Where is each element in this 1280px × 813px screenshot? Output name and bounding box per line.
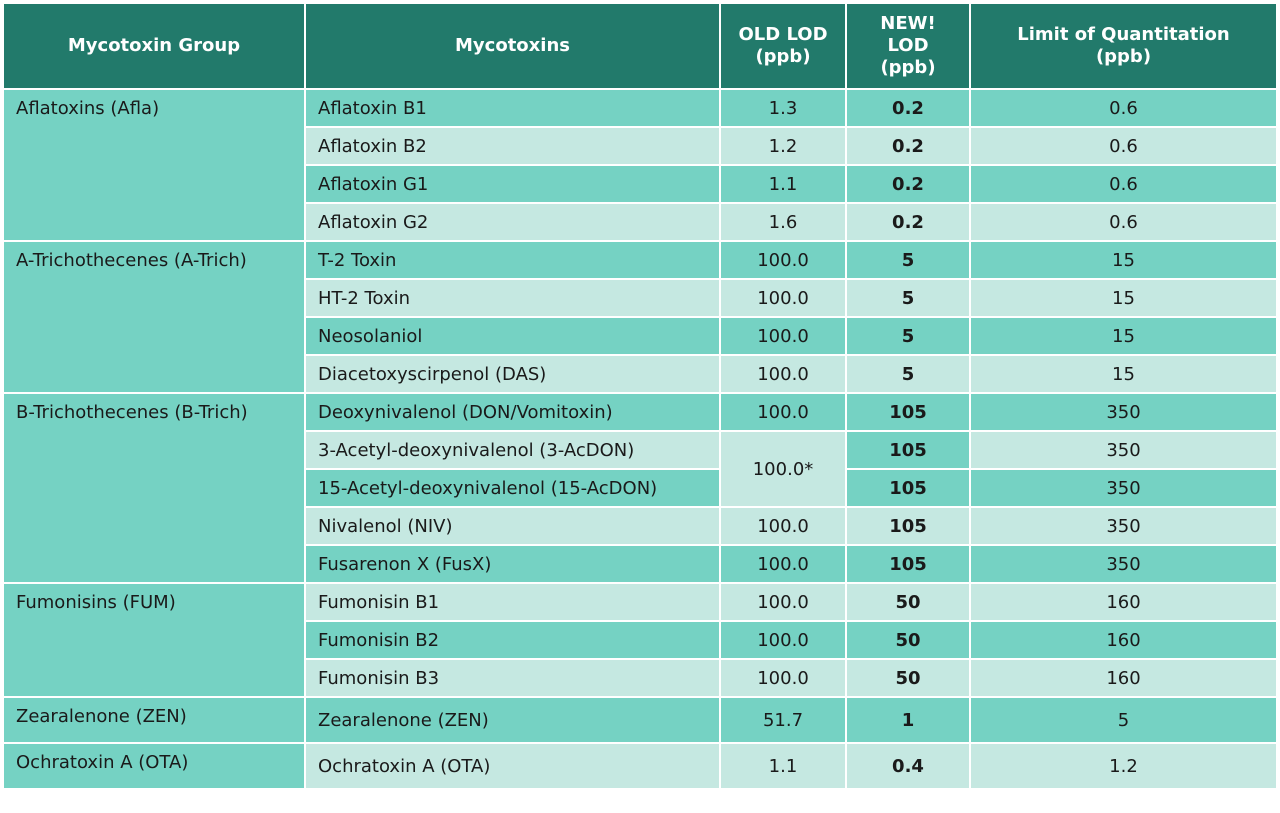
loq-value: 1.2 (970, 743, 1277, 789)
table-row (3, 743, 1277, 789)
old-lod-value: 1.1 (720, 743, 846, 789)
group-cell-a-trichothecenes: A-Trichothecenes (A-Trich) (3, 241, 305, 393)
old-lod-value: 1.1 (720, 165, 846, 203)
new-lod-value: 105 (846, 469, 970, 507)
mycotoxin-name: Deoxynivalenol (DON/Vomitoxin) (305, 393, 720, 431)
mycotoxin-name: Aflatoxin B2 (305, 127, 720, 165)
new-lod-value: 5 (846, 241, 970, 279)
old-lod-value: 100.0 (720, 393, 846, 431)
mycotoxin-name: Nivalenol (NIV) (305, 507, 720, 545)
mycotoxin-name: 15-Acetyl-deoxynivalenol (15-AcDON) (305, 469, 720, 507)
header-new-lod-line: LOD (887, 35, 929, 56)
mycotoxin-lod-table (2, 2, 1278, 790)
new-lod-value: 0.2 (846, 89, 970, 127)
header-loq-unit: (ppb) (1095, 46, 1152, 67)
loq-value: 350 (970, 545, 1277, 583)
mycotoxin-name: Neosolaniol (305, 317, 720, 355)
table-header-row (3, 3, 1277, 89)
loq-value: 350 (970, 469, 1277, 507)
header-loq-line: Limit of Quantitation (1017, 24, 1230, 45)
loq-value: 15 (970, 241, 1277, 279)
new-lod-value: 1 (846, 697, 970, 743)
old-lod-value: 100.0 (720, 621, 846, 659)
old-lod-value-merged: 100.0* (720, 431, 846, 507)
group-cell-fumonisins: Fumonisins (FUM) (3, 583, 305, 697)
mycotoxin-name: Fumonisin B2 (305, 621, 720, 659)
mycotoxin-name: Aflatoxin G1 (305, 165, 720, 203)
new-lod-value: 105 (846, 507, 970, 545)
new-lod-value: 50 (846, 583, 970, 621)
loq-value: 160 (970, 621, 1277, 659)
mycotoxin-name: Zearalenone (ZEN) (305, 697, 720, 743)
header-new-lod-badge: NEW! (880, 13, 936, 34)
loq-value: 0.6 (970, 203, 1277, 241)
mycotoxin-name: Fumonisin B1 (305, 583, 720, 621)
old-lod-value: 1.3 (720, 89, 846, 127)
header-new-lod (846, 3, 970, 89)
group-cell-aflatoxins: Aflatoxins (Afla) (3, 89, 305, 241)
table-row (3, 697, 1277, 743)
mycotoxin-name: Aflatoxin G2 (305, 203, 720, 241)
loq-value: 350 (970, 507, 1277, 545)
new-lod-value: 105 (846, 393, 970, 431)
mycotoxin-name: T-2 Toxin (305, 241, 720, 279)
group-cell-zearalenone: Zearalenone (ZEN) (3, 697, 305, 743)
group-cell-b-trichothecenes: B-Trichothecenes (B-Trich) (3, 393, 305, 583)
new-lod-value: 0.2 (846, 127, 970, 165)
old-lod-value: 51.7 (720, 697, 846, 743)
new-lod-value: 5 (846, 355, 970, 393)
new-lod-value: 50 (846, 621, 970, 659)
mycotoxin-name: Diacetoxyscirpenol (DAS) (305, 355, 720, 393)
old-lod-value: 100.0 (720, 241, 846, 279)
loq-value: 15 (970, 317, 1277, 355)
header-mycotoxin-group: Mycotoxin Group (3, 3, 305, 89)
table-row (3, 393, 1277, 431)
loq-value: 350 (970, 431, 1277, 469)
mycotoxin-name: Aflatoxin B1 (305, 89, 720, 127)
header-mycotoxins: Mycotoxins (305, 3, 720, 89)
old-lod-value: 100.0 (720, 659, 846, 697)
mycotoxin-name: Fumonisin B3 (305, 659, 720, 697)
new-lod-value: 5 (846, 279, 970, 317)
mycotoxin-name: HT-2 Toxin (305, 279, 720, 317)
header-old-lod (720, 3, 846, 89)
mycotoxin-name: 3-Acetyl-deoxynivalenol (3-AcDON) (305, 431, 720, 469)
mycotoxin-name: Fusarenon X (FusX) (305, 545, 720, 583)
loq-value: 5 (970, 697, 1277, 743)
old-lod-value: 100.0 (720, 279, 846, 317)
new-lod-value: 0.2 (846, 203, 970, 241)
old-lod-value: 100.0 (720, 583, 846, 621)
old-lod-value: 100.0 (720, 545, 846, 583)
loq-value: 160 (970, 659, 1277, 697)
new-lod-value: 5 (846, 317, 970, 355)
header-loq (970, 3, 1277, 89)
loq-value: 15 (970, 279, 1277, 317)
loq-value: 0.6 (970, 89, 1277, 127)
header-new-lod-unit: (ppb) (880, 57, 936, 78)
loq-value: 350 (970, 393, 1277, 431)
new-lod-value: 0.4 (846, 743, 970, 789)
old-lod-value: 100.0 (720, 507, 846, 545)
header-old-lod-unit: (ppb) (755, 46, 811, 67)
new-lod-value: 105 (846, 545, 970, 583)
loq-value: 0.6 (970, 165, 1277, 203)
table-row (3, 89, 1277, 127)
table-row (3, 583, 1277, 621)
table-row (3, 241, 1277, 279)
loq-value: 0.6 (970, 127, 1277, 165)
old-lod-value: 1.2 (720, 127, 846, 165)
old-lod-value: 100.0 (720, 317, 846, 355)
old-lod-value: 100.0 (720, 355, 846, 393)
new-lod-value: 0.2 (846, 165, 970, 203)
loq-value: 15 (970, 355, 1277, 393)
old-lod-value: 1.6 (720, 203, 846, 241)
new-lod-value: 50 (846, 659, 970, 697)
new-lod-value: 105 (846, 431, 970, 469)
mycotoxin-name: Ochratoxin A (OTA) (305, 743, 720, 789)
header-old-lod-line: OLD LOD (738, 24, 828, 45)
loq-value: 160 (970, 583, 1277, 621)
group-cell-ochratoxin: Ochratoxin A (OTA) (3, 743, 305, 789)
